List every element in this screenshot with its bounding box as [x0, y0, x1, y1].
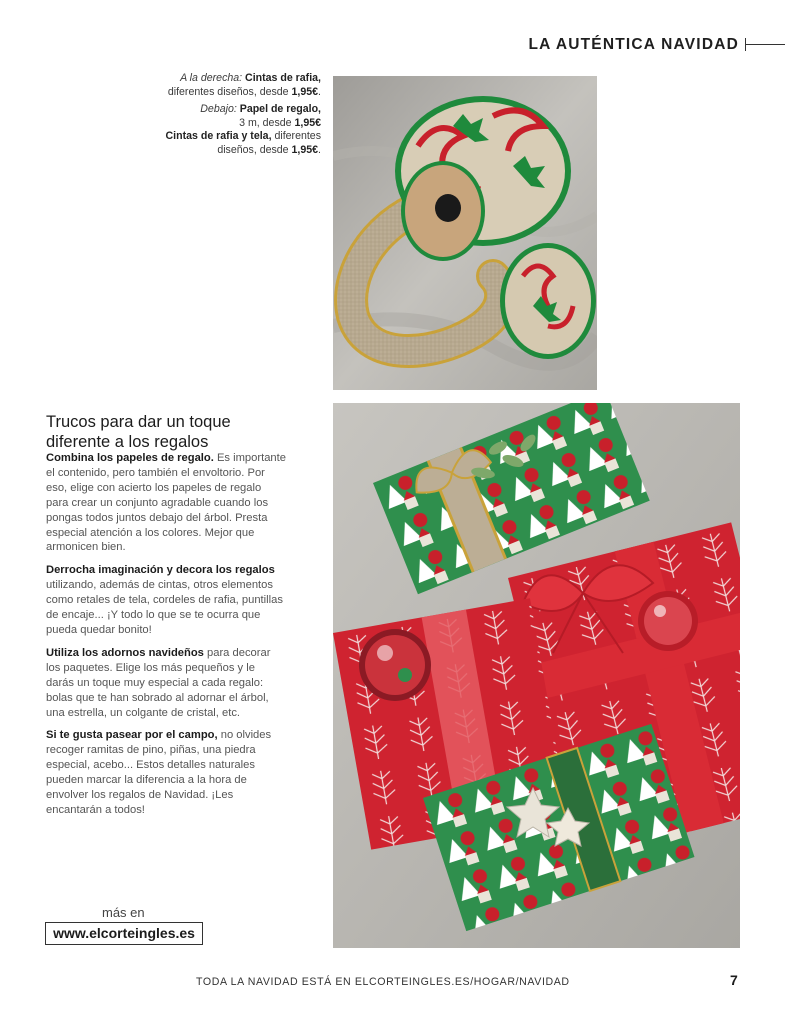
paragraph-paper-lead: Combina los papeles de regalo.	[46, 452, 214, 464]
caption-right-item: Cintas de rafia,	[245, 72, 321, 84]
paragraph-ornaments-lead: Utiliza los adornos navideños	[46, 646, 204, 659]
caption-right-price: 1,95€	[291, 85, 319, 98]
caption-below: Debajo: Papel de regalo, 3 m, desde 1,95€ Cintas de rafia y tela, diferentes diseños, desde 1,95€.	[165, 103, 321, 156]
caption-below-price: 1,95€	[294, 116, 321, 129]
caption-ribbons-price: 1,95€	[291, 143, 319, 156]
website-link[interactable]	[45, 922, 203, 945]
section-rule	[745, 44, 785, 45]
paragraph-imagination	[46, 563, 286, 638]
caption-below-desc: 3 m, desde	[239, 116, 292, 129]
paragraph-ornaments-text: para decorar los paquetes. Elige los más pequeños y le darás un toque muy especial a cada regalo: bolas que te han sobrado al adornar el árbol, una estrella, un colgante de cristal, etc.	[46, 646, 271, 719]
website-www: www.	[53, 925, 90, 941]
article-heading: Trucos para dar un toque diferente a los regalos	[46, 412, 231, 451]
paragraph-imagination-text: utilizando, además de cintas, otros elementos como retales de tela, cordeles de rafia, puntillas de encaje... ¡Y todo lo que se te ocurra que pueda quedar bonito!	[46, 579, 283, 636]
caption-right: A la derecha: Cintas de rafia, diferentes diseños, desde 1,95€.	[167, 72, 321, 98]
caption-right-desc: diferentes diseños, desde	[167, 85, 289, 98]
ribbons-photo	[333, 76, 597, 390]
page-number: 7	[730, 972, 738, 988]
caption-below-item: Papel de regalo,	[239, 103, 321, 115]
website-domain: elcorteingles.es	[89, 925, 195, 941]
caption-below-label: Debajo:	[200, 103, 237, 115]
paragraph-ornaments	[46, 646, 286, 721]
gifts-photo	[333, 403, 740, 948]
paragraph-nature-lead: Si te gusta pasear por el campo,	[46, 729, 218, 742]
paragraph-paper	[46, 451, 286, 555]
more-label: más en	[102, 905, 145, 920]
caption-ribbons-desc-1: diferentes	[274, 130, 321, 142]
caption-ribbons-desc-2: diseños, desde	[217, 143, 289, 156]
section-title: LA AUTÉNTICA NAVIDAD	[528, 36, 739, 53]
paragraph-imagination-lead: Derrocha imaginación y decora los regalos	[46, 564, 275, 577]
caption-right-label: A la derecha:	[180, 72, 243, 84]
footer-text: TODA LA NAVIDAD ESTÁ EN ELCORTEINGLES.ES/HOGAR/NAVIDAD	[196, 976, 570, 988]
caption-ribbons-item: Cintas de rafia y tela,	[165, 130, 272, 142]
article-body	[46, 451, 286, 826]
paragraph-paper-text: Es importante el contenido, pero también el envoltorio. Por eso, elige con acierto los papeles de regalo para crear un conjunto agradable cuando los pongas todos juntos debajo del árbol. Presta especial atención a los colores. Mejor que armonicen bien.	[46, 452, 286, 554]
paragraph-nature	[46, 728, 286, 817]
paragraph-nature-text: no olvides recoger ramitas de pino, piñas, una piedra especial, acebo... Estos detalles naturales pueden marcar la diferencia a la hora de envolver los regalos de Navidad. ¡Les encantarán a todos!	[46, 729, 272, 816]
